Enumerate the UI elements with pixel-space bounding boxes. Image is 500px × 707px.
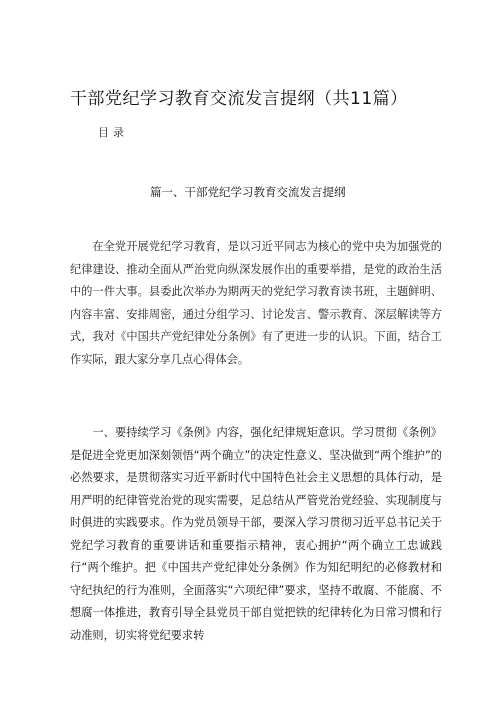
document-title: 干部党纪学习教育交流发言提纲（共11篇）	[70, 89, 408, 109]
intro-paragraph: 在全党开展党纪学习教育，是以习近平同志为核心的党中央为加强党的纪律建设、推动全面从严治党向纵深发展作出的重要举措，是党的政治生活中的一件大事。县委此次举办为期两天的党纪学习教育读书班，主题鲜明、内容丰富、安排周密，通过分组学习、讨论发言、警示教育、深层解读等方式，我对《中国共产党纪律处分条例》有了更进一步的认识。下面，结合工作实际，跟大家分享几点心得体会。	[70, 240, 442, 366]
body-paragraph: 一、要持续学习《条例》内容，强化纪律规矩意识。学习贯彻《条例》是促进全党更加深刻领悟“两个确立”的决定性意义、坚决做到“两个维护”的必然要求，是贯彻落实习近平新时代中国特色社会主义思想的具体行动，是用严明的纪律管党治党的现实需要，足总结从严管党治党经验、实现制度与时俱进的实践要求。作为党员领导干部，要深入学习贯彻习近平总书记关于党纪学习教育的重要讲话和重要指示精神，衷心拥护“两个确立工忠诚践行“两个维护。把《中国共产党纪律处分条例》作为知纪明纪的必修教材和守纪执纪的行为准则，全面落实“六项纪律”要求，坚持不敢腐、不能腐、不想腐一体推进，教育引导全县党员干部自觉把铁的纪律转化为日常习惯和行动准则，切实将党纪要求转	[70, 426, 442, 642]
toc-label: 目录	[98, 126, 128, 139]
section-heading: 篇一、干部党纪学习教育交流发言提纲	[150, 185, 346, 199]
